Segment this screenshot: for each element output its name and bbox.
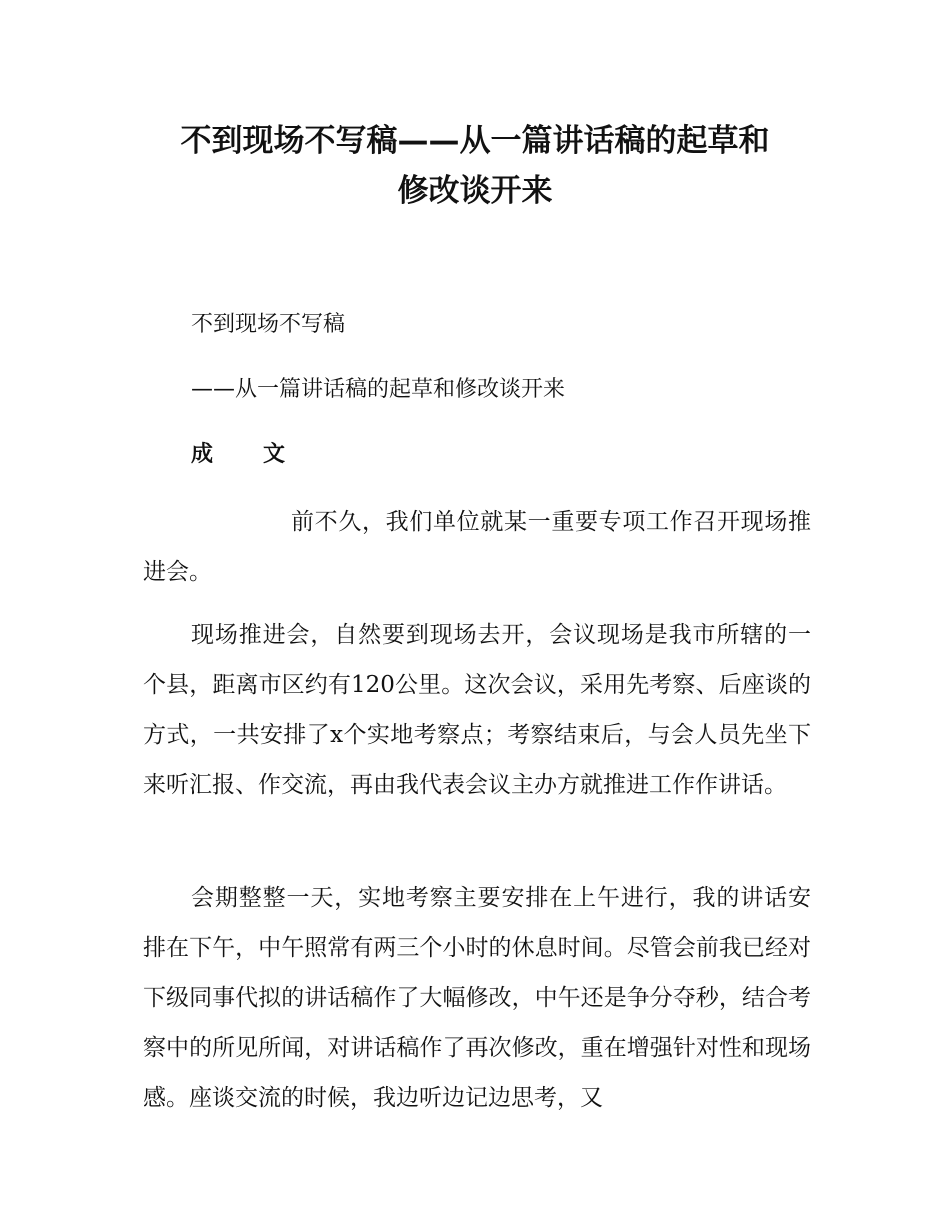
subtitle-line-1: 不到现场不写稿 <box>191 312 346 337</box>
body-paragraph: 现场推进会，自然要到现场去开，会议现场是我市所辖的一个县，距离市区约有120公里。这次会议，采用先考察、后座谈的方式，一共安排了x个实地考察点；考察结束后，与会人员先坐下来听汇报、作交流，再由我代表会议主办方就推进工作作讲话。 <box>143 622 811 798</box>
body-paragraph: 前不久，我们单位就某一重要专项工作召开现场推进会。 <box>143 509 811 585</box>
author-name-part-2: 文 <box>263 442 286 467</box>
author-byline <box>191 440 285 470</box>
subtitle-line-2: ——从一篇讲话稿的起草和修改谈开来 <box>191 377 566 402</box>
body-paragraph: 会期整整一天，实地考察主要安排在上午进行，我的讲话安排在下午，中午照常有两三个小时的休息时间。尽管会前我已经对下级同事代拟的讲话稿作了大幅修改，中午还是争分夺秒，结合考察中的所见所闻，对讲话稿作了再次修改，重在增强针对性和现场感。座谈交流的时候，我边听边记边思考，又 <box>143 885 811 1111</box>
document-title <box>100 116 850 216</box>
author-name-part-1: 成 <box>191 442 214 467</box>
title-line-2: 修改谈开来 <box>397 173 553 209</box>
title-line-1: 不到现场不写稿——从一篇讲话稿的起草和 <box>180 123 770 159</box>
